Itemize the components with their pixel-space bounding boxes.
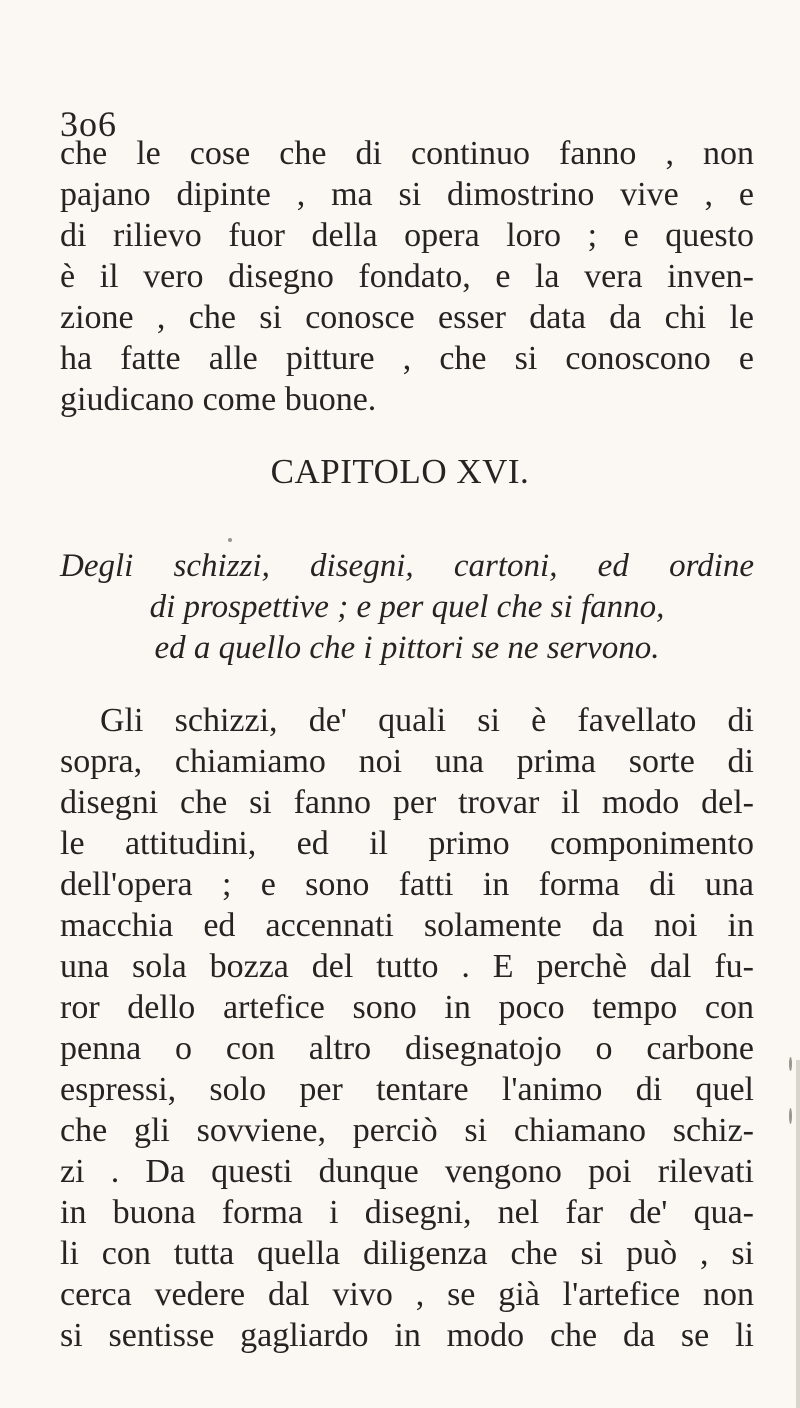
subtitle-line: ed a quello che i pittori se ne servono.	[154, 630, 660, 666]
text-line: dell'opera ; e sono fatti in forma di una	[60, 866, 754, 903]
text-line: espressi, solo per tentare l'animo di quel	[60, 1071, 754, 1108]
text-line: pajano dipinte , ma si dimostrino vive , e	[60, 176, 754, 213]
text-line: Gli schizzi, de' quali si è favellato di	[100, 702, 754, 739]
text-line: in buona forma i disegni, nel far de' qua-	[60, 1194, 754, 1231]
text-line: penna o con altro disegnatojo o carbone	[60, 1030, 754, 1067]
page-edge-shadow	[796, 1060, 800, 1408]
text-line: di rilievo fuor della opera loro ; e questo	[60, 217, 754, 254]
text-line: che gli sovviene, perciò si chiamano schiz-	[60, 1112, 754, 1149]
page-speck	[228, 538, 232, 542]
text-line: sopra, chiamiamo noi una prima sorte di	[60, 743, 754, 780]
subtitle-line: di prospettive ; e per quel che si fanno,	[149, 589, 665, 625]
page-speck	[789, 1057, 792, 1071]
page-speck	[789, 1108, 792, 1124]
text-line: ha fatte alle pitture , che si conoscono e	[60, 340, 754, 377]
text-line: che le cose che di continuo fanno , non	[60, 135, 754, 172]
text-line: zione , che si conosce esser data da chi le	[60, 299, 754, 336]
chapter-subtitle	[60, 546, 754, 669]
text-line: zi . Da questi dunque vengono poi rilevati	[60, 1153, 754, 1190]
subtitle-line: Degli schizzi, disegni, cartoni, ed ordine	[60, 548, 754, 584]
page-number: 3o6	[60, 104, 117, 144]
text-line: cerca vedere dal vivo , se già l'artefice non	[60, 1276, 754, 1313]
text-line: una sola bozza del tutto . E perchè dal fu-	[60, 948, 754, 985]
text-line: giudicano come buone.	[60, 381, 377, 418]
paragraph-2	[60, 700, 754, 1356]
text-line: ror dello artefice sono in poco tempo con	[60, 989, 754, 1026]
text-line: si sentisse gagliardo in modo che da se li	[60, 1317, 754, 1354]
paragraph-1	[60, 133, 754, 420]
text-line: macchia ed accennati solamente da noi in	[60, 907, 754, 944]
text-line: disegni che si fanno per trovar il modo del-	[60, 784, 754, 821]
text-line: è il vero disegno fondato, e la vera inven-	[60, 258, 754, 295]
chapter-heading: CAPITOLO XVI.	[270, 452, 530, 491]
text-line: li con tutta quella diligenza che si può , si	[60, 1235, 754, 1272]
text-line: le attitudini, ed il primo componimento	[60, 825, 754, 862]
